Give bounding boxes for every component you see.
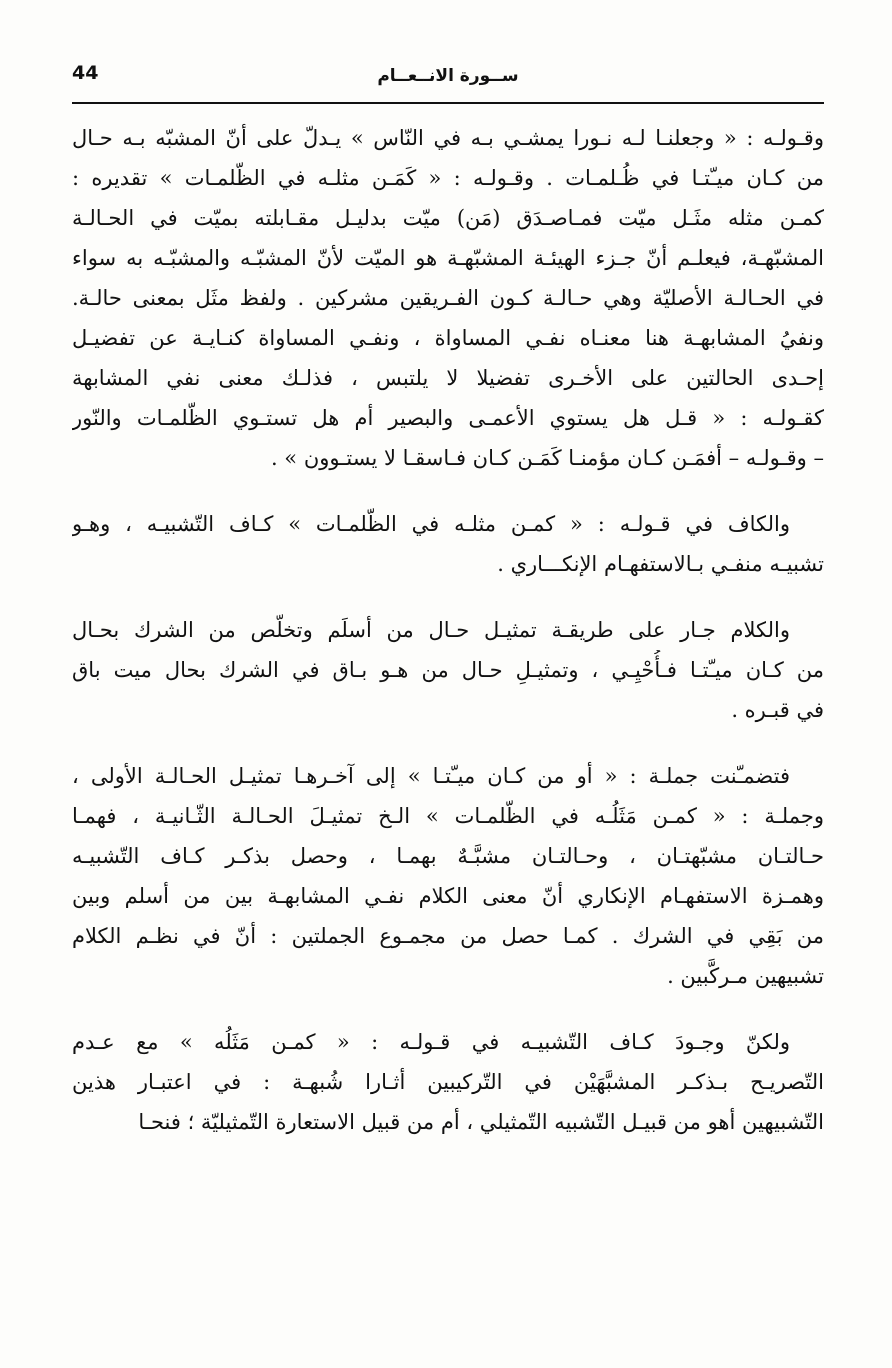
text-line: كمـن مثله مثَـل ميّت فمـاصـدَق (مَن) ميّت بدليـل مقـابلته بميّت في الحـالـة (72, 206, 824, 230)
text-line: من كـان ميـّتـا في ظُـلمـات . وقـولـه : « كَمَـن مثلـه في الظّلمـات » تقديره : (72, 166, 824, 190)
text-line: وهمـزة الاستفهـام الإنكاري أنّ معنى الكلام نفـي المشابهـة بين من أسلم وبين (72, 884, 824, 908)
paragraph (72, 756, 824, 996)
text-line: تشبيـه منفـي بـالاستفهـام الإنكـــاري . (497, 552, 824, 576)
paragraph (72, 504, 824, 584)
text-line: كقـولـه : « قـل هل يستوي الأعمـى والبصير أم هل تستـوي الظّلمـات والنّور (72, 406, 824, 430)
text-line: حـالتـان مشبّهتـان ، وحـالتـان مشبَّـهٌ بهمـا ، وحصل بذكـر كـاف التّشبيـه (72, 844, 824, 868)
text-line: تشبيهين مـركَّبين . (667, 964, 824, 988)
text-line: التّشبيهين أهو من قبيـل التّشبيه التّمثيلي ، أم من قبيل الاستعارة التّمثيليّة ؛ فنحـا (138, 1110, 824, 1134)
text-line: فتضمـّنت جملـة : « أو من كـان ميـّتـا » إلى آخـرهـا تمثيـل الحـالـة الأولى ، (72, 764, 790, 788)
text-line: وقـولـه : « وجعلنـا لـه نـورا يمشـي بـه في النّاس » يـدلّ على أنّ المشبّه بـه حـال (72, 126, 824, 150)
running-title: ســورة الانــعــام (377, 66, 519, 86)
text-line: والكاف في قـولـه : « كمـن مثلـه في الظّلمـات » كـاف التّشبيـه ، وهـو (72, 512, 790, 536)
body-text (72, 118, 824, 1142)
text-line: والكلام جـار على طريقـة تمثيـل حـال من أسلَم وتخلّص من الشرك بحـال (72, 618, 790, 642)
paragraph (72, 1022, 824, 1142)
text-line: من بَقِي في الشرك . كمـا حصل من مجمـوع الجملتين : أنّ في نظـم الكلام (72, 924, 824, 948)
text-line: وجملـة : « كمـن مَثَلُـه في الظّلمـات » الـخ تمثيـلَ الحـالـة الثّـانيـة ، فهمـا (72, 804, 824, 828)
paragraph (72, 610, 824, 730)
text-line: إحـدى الحالتين على الأخـرى تفضيلا لا يلتبس ، فذلـك معنى نفي المشابهة (72, 366, 824, 390)
text-line: في قبـره . (731, 698, 824, 722)
text-line: ونفيُ المشابهـة هنا معنـاه نفـي المساواة ، ونفـي المساواة كنـايـة عن تفضيـل (72, 326, 824, 350)
text-line: من كـان ميـّتـا فـأُحْيِـي ، وتمثيـلِ حـال من هـو بـاق في الشرك بحال ميت باق (72, 658, 824, 682)
text-line: التّصريـح بـذكـر المشبَّهَيْن في التّركيبين أثـارا شُبهـة : في اعتبـار هذين (72, 1070, 824, 1094)
text-line: – وقـولـه – أفمَـن كـان مؤمنـا كَمَـن كـان فـاسقـا لا يستـوون » . (270, 446, 824, 470)
text-line: ولكنّ وجـودَ كـاف التّشبيـه في قـولـه : « كمـن مَثَلُه » مع عـدم (72, 1030, 790, 1054)
paragraph (72, 118, 824, 478)
text-line: في الحـالـة الأصليّة وهي حـالـة كـون الفـريقين مشركين . ولفظ مثَل بمعنى حالـة. (72, 286, 824, 310)
page-number: 44 (72, 62, 99, 84)
text-line: المشبّهـة، فيعلـم أنّ جـزء الهيئـة المشبّهـة هو الميّت لأنّ المشبّـه والمشبّـه به سواء (72, 246, 824, 270)
page-header (72, 62, 824, 104)
